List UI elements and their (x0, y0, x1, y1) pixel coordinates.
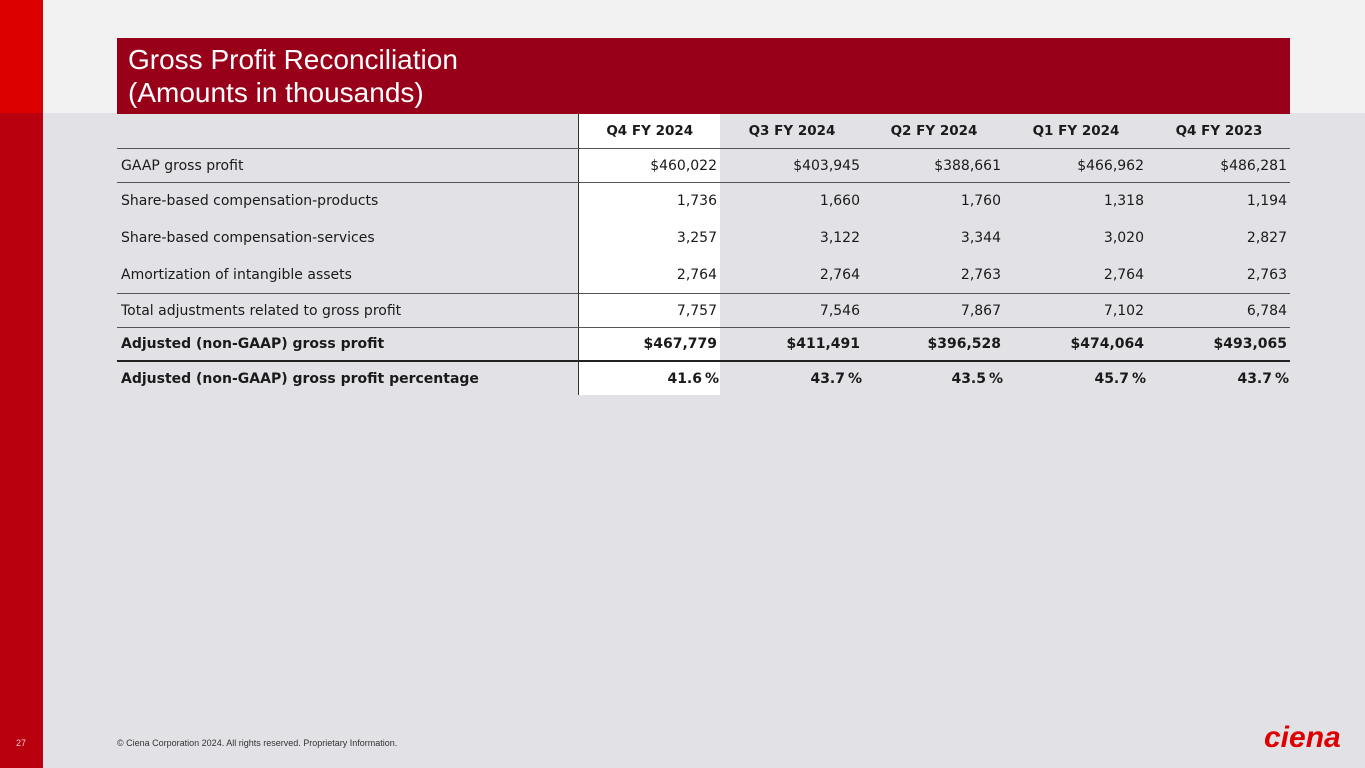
row-label: Share-based compensation-services (121, 229, 375, 246)
table-cell: 1,760 (960, 193, 1001, 209)
reconciliation-table-container (117, 114, 1290, 395)
table-cell: 2,763 (1246, 266, 1287, 283)
row-label: Amortization of intangible assets (121, 266, 352, 283)
table-cell: 7,546 (720, 294, 863, 328)
column-header: Q4 FY 2024 (578, 114, 720, 149)
table-cell: 2,763 (960, 266, 1001, 283)
table-cell: $396,528 (863, 328, 1004, 362)
percentage-value: 41.6 (667, 370, 702, 387)
table-cell: 1,318 (1103, 193, 1144, 209)
row-label: Adjusted (non-GAAP) gross profit percentage (121, 370, 479, 387)
table-cell (1147, 361, 1290, 395)
percent-symbol: % (705, 370, 720, 387)
table-row (117, 361, 1290, 395)
table-row (117, 256, 1290, 294)
table-cell: 3,257 (578, 219, 720, 256)
row-label: Total adjustments related to gross profit (117, 294, 578, 328)
table-cell: 7,757 (578, 294, 720, 328)
column-header: Q4 FY 2023 (1147, 114, 1290, 149)
table-row (117, 183, 1290, 220)
column-header: Q3 FY 2024 (720, 114, 863, 149)
table-cell: 6,784 (1147, 294, 1290, 328)
table-cell (720, 361, 863, 395)
table-header-row (117, 114, 1290, 149)
table-cell: 2,827 (1246, 229, 1287, 246)
table-row (117, 294, 1290, 328)
table-cell: $467,779 (578, 328, 720, 362)
table-cell: 1,736 (578, 183, 720, 220)
percentage-value: 43.5 (951, 370, 986, 387)
table-cell: 2,764 (578, 256, 720, 294)
table-cell: $486,281 (1147, 149, 1290, 183)
table-cell: 7,867 (863, 294, 1004, 328)
table-cell (863, 361, 1004, 395)
table-cell: 3,344 (960, 229, 1001, 246)
column-header: Q1 FY 2024 (1004, 114, 1147, 149)
table-cell: $493,065 (1147, 328, 1290, 362)
percent-symbol: % (1132, 370, 1147, 387)
row-label: Share-based compensation-products (121, 193, 379, 209)
left-accent-bar (0, 0, 43, 768)
table-cell: $388,661 (863, 149, 1004, 183)
column-header (117, 114, 578, 149)
table-cell: $403,945 (720, 149, 863, 183)
table-row (117, 149, 1290, 183)
title-banner (117, 38, 1290, 114)
percentage-value: 43.7 (1237, 370, 1272, 387)
row-label: Adjusted (non-GAAP) gross profit (117, 328, 578, 362)
logo-wordmark: ciena (1264, 721, 1341, 752)
percentage-value: 43.7 (810, 370, 845, 387)
table-cell: $411,491 (720, 328, 863, 362)
percent-symbol: % (848, 370, 863, 387)
percent-symbol: % (1275, 370, 1290, 387)
page-number: 27 (16, 738, 27, 748)
table-cell: 2,764 (1103, 266, 1144, 283)
left-accent-bar-top (0, 0, 43, 113)
table-cell: $474,064 (1004, 328, 1147, 362)
table-cell: 2,764 (819, 266, 860, 283)
column-header: Q2 FY 2024 (863, 114, 1004, 149)
slide-title: Gross Profit Reconciliation (128, 44, 458, 75)
copyright-footer: © Ciena Corporation 2024. All rights reserved. Proprietary Information. (117, 738, 398, 748)
row-label: GAAP gross profit (117, 149, 578, 183)
table-cell: 1,660 (819, 193, 860, 209)
percent-symbol: % (989, 370, 1004, 387)
table-cell: 3,020 (1103, 229, 1144, 246)
table-row (117, 328, 1290, 362)
table-cell: 3,122 (819, 229, 860, 246)
table-row (117, 219, 1290, 256)
table-cell: $460,022 (578, 149, 720, 183)
table-cell: $466,962 (1004, 149, 1147, 183)
table-cell (578, 361, 720, 395)
table-cell: 1,194 (1246, 193, 1287, 209)
reconciliation-table (117, 114, 1290, 395)
table-cell: 7,102 (1004, 294, 1147, 328)
table-cell (1004, 361, 1147, 395)
percentage-value: 45.7 (1094, 370, 1129, 387)
slide-subtitle: (Amounts in thousands) (128, 77, 424, 108)
ciena-logo (1262, 720, 1352, 752)
